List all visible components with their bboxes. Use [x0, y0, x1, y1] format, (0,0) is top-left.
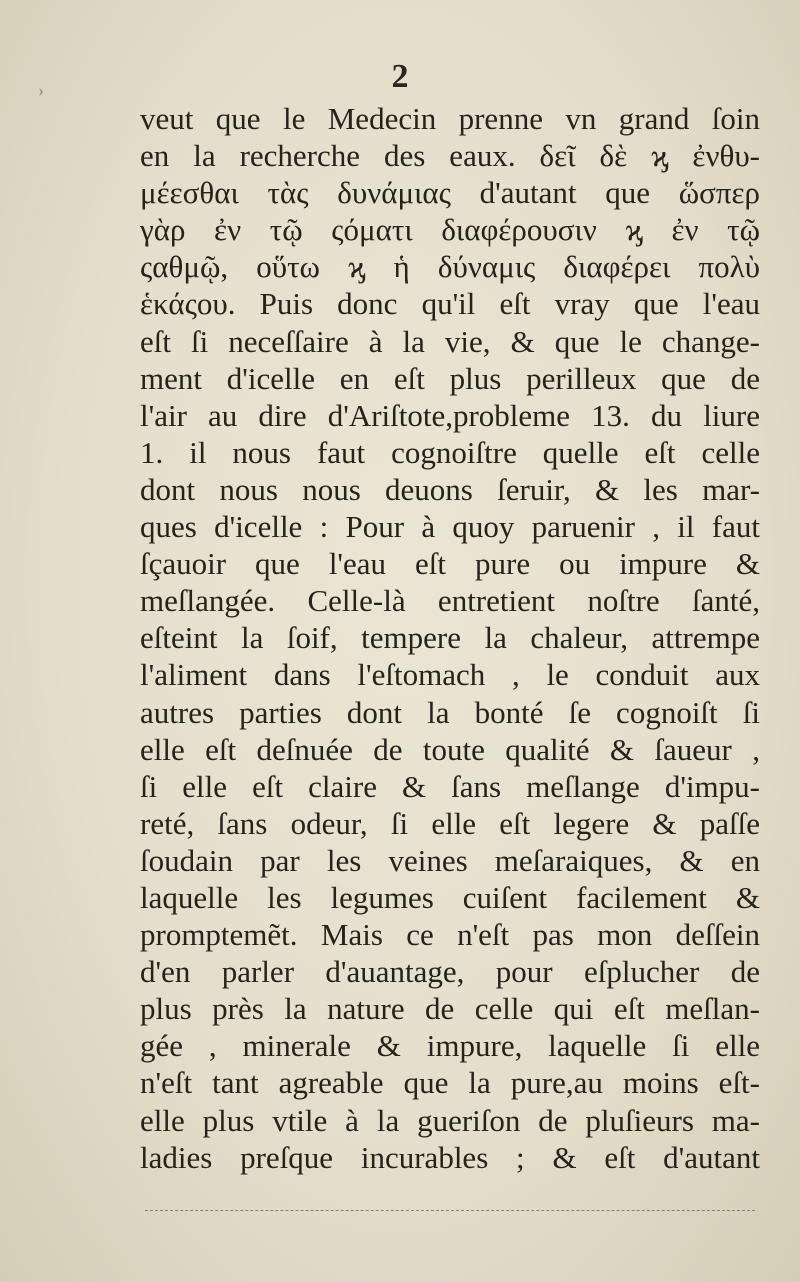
body-text	[140, 100, 760, 1176]
bottom-rule	[145, 1210, 755, 1211]
text-line: promptemẽt. Mais ce n'eſt pas mon deſſein	[140, 917, 760, 953]
text-line: plus près la nature de celle qui eſt meſlan-	[140, 991, 760, 1027]
text-line: ἑκάςου. Puis donc qu'il eſt vray que l'eau	[140, 286, 760, 322]
text-line: l'aliment dans l'eſtomach , le conduit aux	[140, 657, 760, 693]
text-line: elle plus vtile à la gueriſon de pluſieurs ma-	[140, 1102, 760, 1138]
text-line: reté, ſans odeur, ſi elle eſt legere & paſſe	[140, 805, 760, 841]
text-line: γὰρ ἐν τῷ ςόματι διαφέρουσιν ϗ ἐν τῷ	[140, 212, 760, 248]
text-line: eſteint la ſoif, tempere la chaleur, attrempe	[140, 620, 760, 656]
text-line: ſoudain par les veines meſaraiques, & en	[140, 842, 760, 878]
text-line: en la recherche des eaux. δεῖ δὲ ϗ ἐνθυ-	[140, 138, 760, 174]
text-line: ment d'icelle en eſt plus perilleux que de	[140, 360, 760, 396]
text-line: elle eſt deſnuée de toute qualité & ſaueur ,	[140, 731, 760, 767]
text-line: dont nous nous deuons ſeruir, & les mar-	[140, 471, 760, 507]
text-line: autres parties dont la bonté ſe cognoiſt ſi	[140, 694, 760, 730]
text-line: ques d'icelle : Pour à quoy paruenir , il faut	[140, 509, 760, 545]
text-line: μέεσθαι τὰς δυνάμιας d'autant que ὥσπερ	[140, 175, 760, 211]
text-line: veut que le Medecin prenne vn grand ſoin	[140, 101, 760, 136]
page-number: 2	[391, 58, 409, 95]
text-line: eſt ſi neceſſaire à la vie, & que le change-	[140, 323, 760, 359]
margin-mark: ›	[38, 80, 44, 100]
text-line: meſlangée. Celle-là entretient noſtre ſanté,	[140, 583, 760, 619]
text-line: ladies preſque incurables ; & eſt d'autant	[140, 1139, 760, 1175]
text-line: d'en parler d'auantage, pour eſplucher de	[140, 954, 760, 990]
text-line: gée , minerale & impure, laquelle ſi elle	[140, 1028, 760, 1064]
text-line: 1. il nous faut cognoiſtre quelle eſt celle	[140, 434, 760, 470]
text-line: ςαθμῷ, οὕτω ϗ ἡ δύναμις διαφέρει πολὺ	[140, 249, 760, 285]
text-line: ſçauoir que l'eau eſt pure ou impure &	[140, 546, 760, 582]
text-line: l'air au dire d'Ariſtote,probleme 13. du liure	[140, 397, 760, 433]
text-line: n'eſt tant agreable que la pure,au moins eſt-	[140, 1065, 760, 1101]
text-line: laquelle les legumes cuiſent facilement &	[140, 879, 760, 915]
text-line: ſi elle eſt claire & ſans meſlange d'impu-	[140, 768, 760, 804]
